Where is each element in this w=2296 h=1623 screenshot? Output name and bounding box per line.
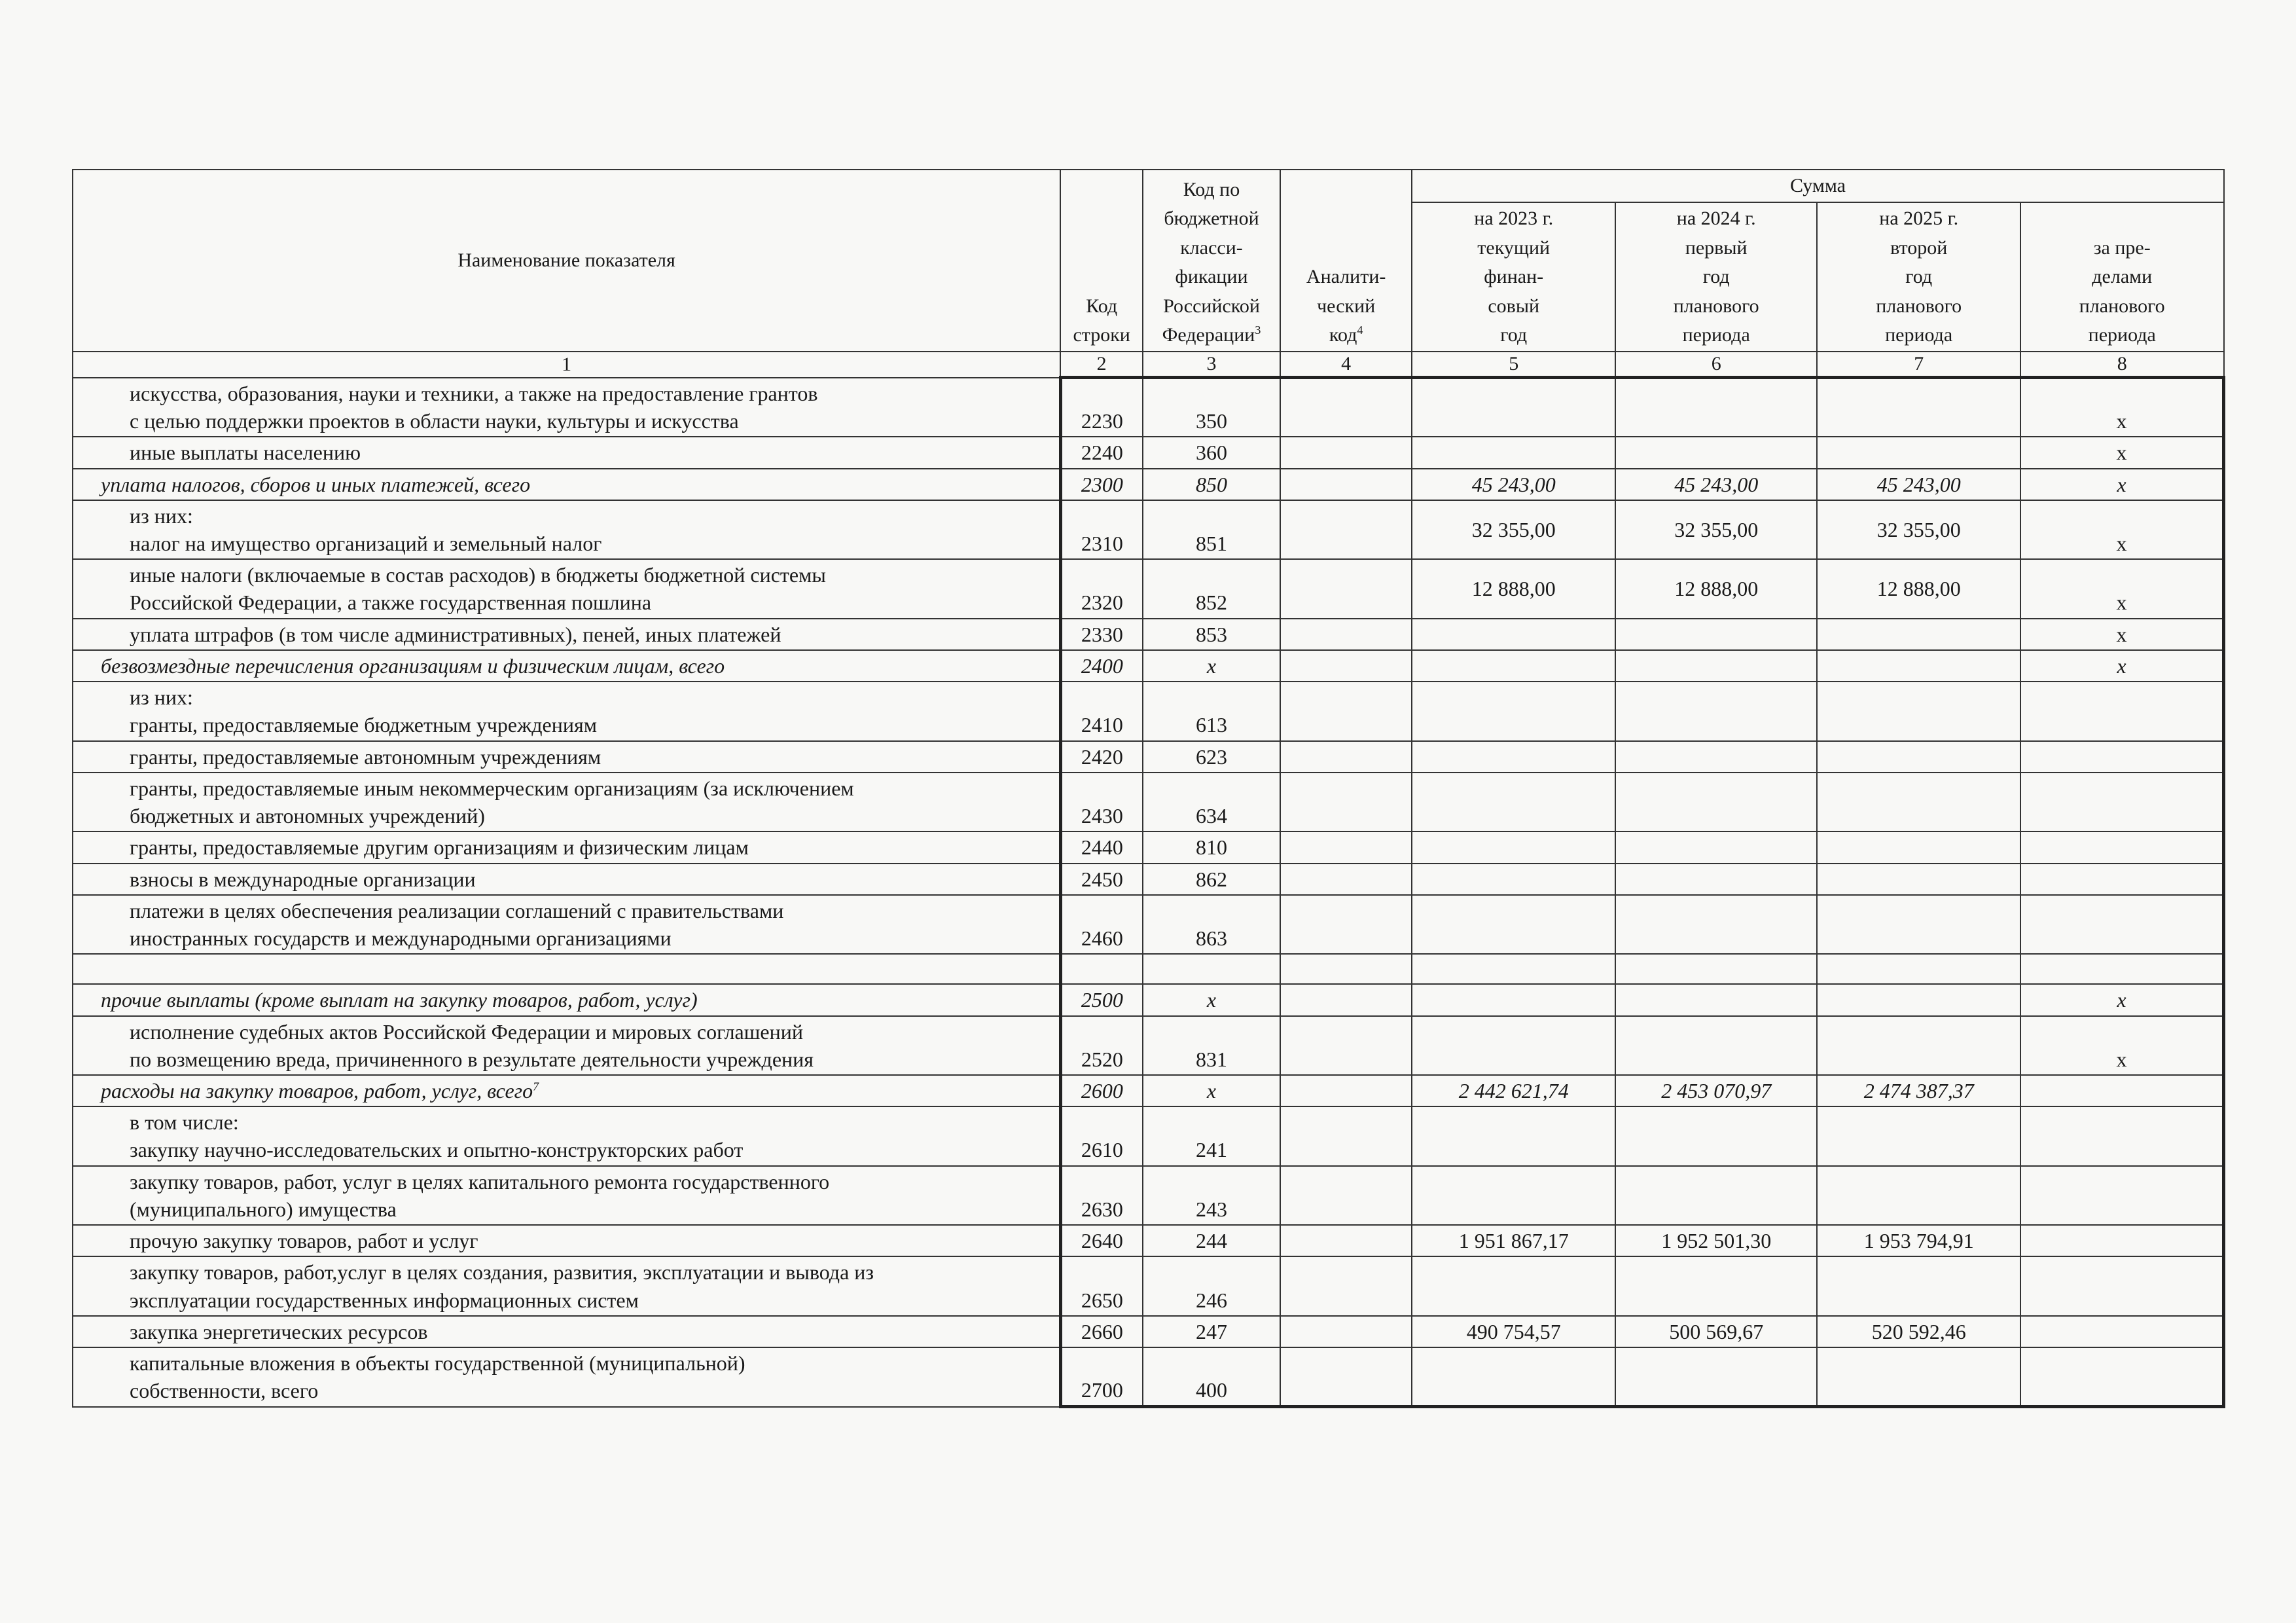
row-name [73,469,1060,500]
header-name: Наименование показателя [73,170,1060,352]
header-line: планового [1876,295,1962,317]
row-kbk: 244 [1143,1225,1280,1256]
column-number: 1 [73,352,1060,378]
row-name-line: закупку научно-исследовательских и опытно-конструкторских работ [130,1138,744,1162]
value-2023 [1412,1106,1615,1165]
value-beyond [2020,773,2224,831]
value-2025 [1817,864,2020,895]
row-name-line: платежи в целях обеспечения реализации соглашений с правительствами [130,898,784,922]
row-kbk: 623 [1143,741,1280,773]
row-name-line: прочую закупку товаров, работ и услуг [130,1229,478,1253]
row-name-line: Российской Федерации, а также государственная пошлина [130,591,652,615]
value-2025: 1 953 794,91 [1817,1225,2020,1256]
row-name-line: эксплуатации государственных информационных систем [130,1288,639,1312]
table-row [73,559,2224,618]
row-name [73,1256,1060,1315]
row-analytic [1280,469,1412,500]
row-name [73,741,1060,773]
row-analytic [1280,1225,1412,1256]
empty-cell [1143,954,1280,984]
row-name-line: исполнение судебных актов Российской Федерации и мировых соглашений [130,1019,803,1044]
row-code: 2230 [1060,378,1143,437]
row-name-line: гранты, предоставляемые бюджетным учреждениям [130,713,597,737]
row-code: 2600 [1060,1075,1143,1106]
empty-cell [2020,954,2224,984]
value-2025: 45 243,00 [1817,469,2020,500]
header-code-budget [1143,170,1280,352]
column-number: 5 [1412,352,1615,378]
table-row [73,1016,2224,1075]
value-2023 [1412,1166,1615,1225]
row-analytic [1280,1316,1412,1347]
table-row [73,469,2224,500]
row-name-line: капитальные вложения в объекты государственной (муниципальной) [130,1351,745,1376]
table-row [73,500,2224,559]
row-code: 2440 [1060,831,1143,863]
value-2023 [1412,984,1615,1015]
row-analytic [1280,1347,1412,1406]
table-row [73,864,2224,895]
value-2024: 32 355,00 [1615,500,1817,559]
row-analytic [1280,1075,1412,1106]
table-row [73,984,2224,1015]
row-kbk: 634 [1143,773,1280,831]
table-row [73,378,2224,437]
row-code: 2460 [1060,895,1143,954]
value-2023 [1412,650,1615,682]
row-code: 2660 [1060,1316,1143,1347]
row-kbk: x [1143,984,1280,1015]
header-line: класси- [1180,236,1243,259]
header-line: Код [1086,295,1118,317]
value-2025 [1817,650,2020,682]
table-row [73,773,2224,831]
empty-cell [1412,954,1615,984]
table-row [73,619,2224,650]
row-analytic [1280,619,1412,650]
row-name-line: уплата штрафов (в том числе административных), пеней, иных платежей [130,622,781,646]
header-line: год [1905,266,1933,288]
row-code: 2330 [1060,619,1143,650]
row-name [73,1347,1060,1406]
row-code: 2520 [1060,1016,1143,1075]
footnote-mark: 7 [533,1080,539,1093]
table-row [73,1316,2224,1347]
value-beyond [2020,1106,2224,1165]
table-row [73,1256,2224,1315]
row-analytic [1280,773,1412,831]
empty-cell [1280,954,1412,984]
value-2024 [1615,378,1817,437]
value-2023: 12 888,00 [1412,559,1615,618]
header-analytic [1280,170,1412,352]
column-number: 7 [1817,352,2020,378]
header-line: ческий [1317,295,1376,317]
row-name [73,559,1060,618]
row-kbk: x [1143,650,1280,682]
empty-cell [1817,954,2020,984]
value-2024 [1615,619,1817,650]
column-number: 3 [1143,352,1280,378]
value-2024: 1 952 501,30 [1615,1225,1817,1256]
row-name-line: расходы на закупку товаров, работ, услуг, всего [101,1079,533,1103]
header-sum: Сумма [1412,170,2223,202]
row-kbk: 350 [1143,378,1280,437]
row-code: 2500 [1060,984,1143,1015]
header-line: периода [1682,323,1750,346]
row-name [73,831,1060,863]
value-2024: 500 569,67 [1615,1316,1817,1347]
value-2023: 2 442 621,74 [1412,1075,1615,1106]
row-name [73,1016,1060,1075]
row-kbk: 853 [1143,619,1280,650]
header-line: второй [1890,236,1948,259]
value-beyond [2020,1166,2224,1225]
row-analytic [1280,864,1412,895]
header-line: Российской [1163,295,1260,317]
column-number: 2 [1060,352,1143,378]
header-line: совый [1488,295,1540,317]
value-2023 [1412,437,1615,468]
row-analytic [1280,984,1412,1015]
value-2025 [1817,831,2020,863]
row-name-line: в том числе: [130,1110,239,1135]
row-name-line: с целью поддержки проектов в области науки, культуры и искусства [130,409,739,433]
column-number: 4 [1280,352,1412,378]
header-line: на 2025 г. [1879,208,1959,230]
value-2024 [1615,831,1817,863]
row-analytic [1280,378,1412,437]
row-name-line: взносы в международные организации [130,867,476,891]
value-2024 [1615,773,1817,831]
row-kbk: 360 [1143,437,1280,468]
row-code: 2630 [1060,1166,1143,1225]
row-analytic [1280,1166,1412,1225]
header-line: на 2023 г. [1474,208,1554,230]
row-name-line: гранты, предоставляемые другим организациям и физическим лицам [130,835,749,860]
table-row [73,1347,2224,1406]
row-code: 2410 [1060,682,1143,740]
header-line: текущий [1477,236,1551,259]
row-analytic [1280,437,1412,468]
column-numbers-row [73,352,2224,378]
row-kbk: 851 [1143,500,1280,559]
header-line: год [1702,266,1730,288]
row-name [73,864,1060,895]
header-line: строки [1073,323,1130,346]
row-code: 2240 [1060,437,1143,468]
row-code: 2320 [1060,559,1143,618]
value-2025 [1817,984,2020,1015]
header-line: Код по [1183,179,1240,200]
row-name [73,682,1060,740]
header-line: делами [2092,266,2153,288]
table-row [73,682,2224,740]
row-analytic [1280,1106,1412,1165]
row-kbk: 852 [1143,559,1280,618]
value-2025: 2 474 387,37 [1817,1075,2020,1106]
row-name-line: иные выплаты населению [130,441,361,465]
header-line: планового [2079,295,2165,317]
row-name [73,437,1060,468]
value-beyond [2020,831,2224,863]
value-beyond: x [2020,437,2224,468]
header-2025 [1817,202,2020,352]
table-header [73,170,2224,378]
empty-cell [1060,954,1143,984]
value-2025: 12 888,00 [1817,559,2020,618]
table-row [73,741,2224,773]
header-2023 [1412,202,1615,352]
value-2024 [1615,984,1817,1015]
row-name-line: из них: [130,685,193,710]
row-name-line: гранты, предоставляемые иным некоммерческим организациям (за исключением [130,776,854,800]
value-2024 [1615,1256,1817,1315]
header-line: Федерации [1162,323,1255,346]
value-2023: 490 754,57 [1412,1316,1615,1347]
value-beyond [2020,682,2224,740]
row-name [73,895,1060,954]
table-row [73,1225,2224,1256]
value-2023: 32 355,00 [1412,500,1615,559]
row-name-line: собственности, всего [130,1379,319,1403]
value-2023 [1412,619,1615,650]
value-beyond: x [2020,378,2224,437]
value-2025: 520 592,46 [1817,1316,2020,1347]
header-line: периода [1885,323,1953,346]
value-beyond [2020,1347,2224,1406]
table-row [73,895,2224,954]
value-2025 [1817,1347,2020,1406]
value-2023 [1412,1016,1615,1075]
header-line: финан- [1484,266,1544,288]
header-line: периода [2088,323,2156,346]
header-line: год [1500,323,1528,346]
value-2024 [1615,437,1817,468]
row-analytic [1280,559,1412,618]
value-2025 [1817,1016,2020,1075]
row-kbk: 613 [1143,682,1280,740]
value-2024 [1615,1166,1817,1225]
value-2025 [1817,682,2020,740]
footnote-mark: 4 [1357,323,1363,337]
value-beyond: x [2020,984,2224,1015]
value-2023 [1412,1256,1615,1315]
value-2024: 2 453 070,97 [1615,1075,1817,1106]
row-kbk: 246 [1143,1256,1280,1315]
header-2024 [1615,202,1817,352]
row-name-line: налог на имущество организаций и земельный налог [130,532,602,556]
value-2024 [1615,895,1817,954]
budget-table [72,169,2225,1408]
row-analytic [1280,1256,1412,1315]
header-line: код [1329,323,1357,346]
row-code: 2430 [1060,773,1143,831]
value-beyond [2020,1316,2224,1347]
row-name-line: иностранных государств и международными организациями [130,926,672,951]
column-number: 6 [1615,352,1817,378]
header-line: Аналити- [1306,266,1386,288]
row-kbk: 247 [1143,1316,1280,1347]
header-line: за пре- [2093,236,2151,259]
row-analytic [1280,741,1412,773]
value-2023 [1412,378,1615,437]
table-row [73,1106,2224,1165]
value-2025 [1817,1166,2020,1225]
table-row [73,954,2224,984]
table-row [73,1075,2224,1106]
table-body [73,378,2224,1407]
row-name-line: прочие выплаты (кроме выплат на закупку товаров, работ, услуг) [101,988,698,1012]
value-beyond: x [2020,559,2224,618]
empty-cell [1615,954,1817,984]
value-2023 [1412,682,1615,740]
header-code-row [1060,170,1143,352]
row-name-line: по возмещению вреда, причиненного в результате деятельности учреждения [130,1047,814,1071]
row-name [73,650,1060,682]
value-2024 [1615,1016,1817,1075]
header-line: бюджетной [1164,208,1259,230]
value-2023 [1412,831,1615,863]
value-beyond [2020,864,2224,895]
table-row [73,437,2224,468]
value-beyond: x [2020,500,2224,559]
row-name-line: закупку товаров, работ,услуг в целях создания, развития, эксплуатации и вывода из [130,1260,874,1285]
row-kbk: 850 [1143,469,1280,500]
row-analytic [1280,831,1412,863]
value-2025 [1817,895,2020,954]
value-2024 [1615,1347,1817,1406]
row-code: 2700 [1060,1347,1143,1406]
value-2025 [1817,378,2020,437]
row-code: 2420 [1060,741,1143,773]
value-2023 [1412,773,1615,831]
row-name-line: уплата налогов, сборов и иных платежей, всего [101,472,531,496]
value-2024 [1615,864,1817,895]
row-kbk: 831 [1143,1016,1280,1075]
footnote-mark: 3 [1255,323,1261,337]
row-code: 2650 [1060,1256,1143,1315]
header-line: фикации [1175,266,1248,288]
value-beyond [2020,741,2224,773]
value-beyond [2020,1075,2224,1106]
row-name [73,1106,1060,1165]
value-2023: 45 243,00 [1412,469,1615,500]
value-beyond: x [2020,1016,2224,1075]
value-2024 [1615,741,1817,773]
row-name-line: (муниципального) имущества [130,1197,397,1221]
value-2025 [1817,1106,2020,1165]
row-kbk: 862 [1143,864,1280,895]
row-name [73,984,1060,1015]
value-beyond: x [2020,469,2224,500]
row-code: 2450 [1060,864,1143,895]
row-analytic [1280,895,1412,954]
row-code: 2640 [1060,1225,1143,1256]
row-name-line: бюджетных и автономных учреждений) [130,804,485,828]
value-2024: 45 243,00 [1615,469,1817,500]
row-kbk: 243 [1143,1166,1280,1225]
row-name [73,500,1060,559]
row-kbk: x [1143,1075,1280,1106]
header-line: на 2024 г. [1676,208,1756,230]
table-row [73,650,2224,682]
row-kbk: 241 [1143,1106,1280,1165]
value-2025 [1817,619,2020,650]
row-code: 2310 [1060,500,1143,559]
value-2024: 12 888,00 [1615,559,1817,618]
row-analytic [1280,682,1412,740]
table-row [73,1166,2224,1225]
row-analytic [1280,500,1412,559]
row-name-line: иные налоги (включаемые в состав расходов) в бюджеты бюджетной системы [130,563,826,587]
empty-cell [73,954,1060,984]
value-2025 [1817,741,2020,773]
value-2025 [1817,773,2020,831]
value-2024 [1615,1106,1817,1165]
row-code: 2300 [1060,469,1143,500]
row-name-line: закупка энергетических ресурсов [130,1319,428,1343]
table-row [73,831,2224,863]
row-kbk: 400 [1143,1347,1280,1406]
value-2024 [1615,682,1817,740]
value-2025 [1817,437,2020,468]
value-beyond [2020,1225,2224,1256]
row-name-line: гранты, предоставляемые автономным учреждениям [130,744,601,769]
row-name-line: закупку товаров, работ, услуг в целях капитального ремонта государственного [130,1169,830,1194]
row-name [73,378,1060,437]
value-2023: 1 951 867,17 [1412,1225,1615,1256]
column-number: 8 [2020,352,2224,378]
row-name-line: из них: [130,503,193,528]
row-analytic [1280,650,1412,682]
header-beyond [2020,202,2224,352]
row-analytic [1280,1016,1412,1075]
row-name [73,619,1060,650]
row-name-line: искусства, образования, науки и техники, а также на предоставление грантов [130,381,818,405]
value-2023 [1412,741,1615,773]
value-beyond: x [2020,650,2224,682]
value-2025 [1817,1256,2020,1315]
value-2023 [1412,864,1615,895]
row-kbk: 810 [1143,831,1280,863]
header-line: планового [1673,295,1759,317]
value-2025: 32 355,00 [1817,500,2020,559]
value-2023 [1412,1347,1615,1406]
row-name [73,1316,1060,1347]
value-beyond [2020,1256,2224,1315]
row-name-line: безвозмездные перечисления организациям и физическим лицам, всего [101,653,725,678]
row-code: 2610 [1060,1106,1143,1165]
value-2024 [1615,650,1817,682]
value-beyond [2020,895,2224,954]
row-code: 2400 [1060,650,1143,682]
header-line: первый [1685,236,1748,259]
row-name [73,1225,1060,1256]
value-beyond: x [2020,619,2224,650]
row-kbk: 863 [1143,895,1280,954]
row-name [73,1166,1060,1225]
value-2023 [1412,895,1615,954]
row-name [73,1075,1060,1106]
row-name [73,773,1060,831]
